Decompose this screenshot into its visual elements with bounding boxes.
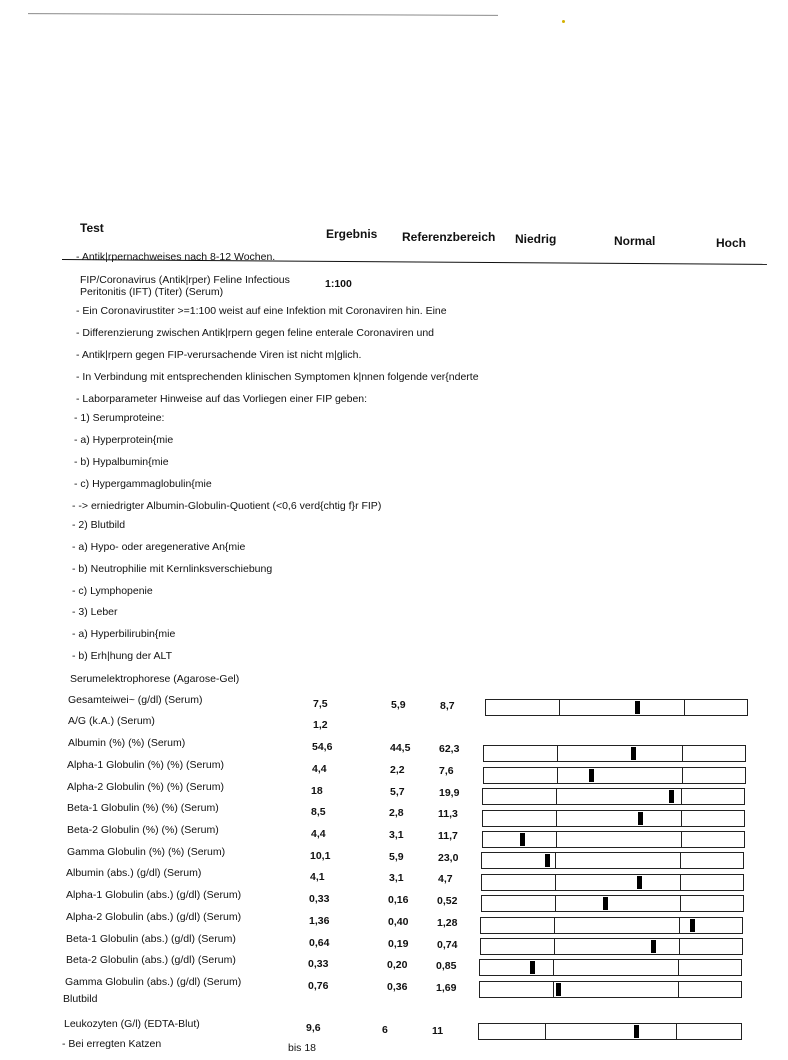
- row-result: 4,4: [312, 763, 327, 775]
- result-marker: [589, 769, 594, 782]
- range-bar: [483, 745, 746, 762]
- range-divider: [555, 853, 556, 868]
- leukocytes-result: 9,6: [306, 1022, 321, 1034]
- leukocytes-low: 6: [382, 1024, 388, 1036]
- note-line: - Laborparameter Hinweise auf das Vorliegen einer FIP geben:: [76, 393, 368, 405]
- excited-cats-label: - Bei erregten Katzen: [62, 1038, 162, 1050]
- note-line: - b) Hypalbumin{mie: [74, 456, 169, 468]
- result-marker: [651, 940, 656, 953]
- row-label: Alpha-2 Globulin (abs.) (g/dl) (Serum): [66, 911, 242, 923]
- note-line: - a) Hyperbilirubin{mie: [72, 628, 176, 640]
- result-marker: [520, 833, 525, 846]
- row-result: 4,1: [310, 871, 325, 883]
- excited-cats-value: bis 18: [288, 1042, 317, 1054]
- range-bar: [480, 917, 743, 934]
- header-result: Ergebnis: [326, 227, 378, 241]
- range-divider: [559, 700, 560, 715]
- row-reference-high: 11,7: [438, 830, 458, 842]
- row-reference-low: 0,16: [388, 894, 409, 906]
- range-divider: [555, 896, 556, 911]
- row-reference-low: 0,40: [388, 916, 409, 928]
- result-marker: [638, 812, 643, 825]
- result-marker: [635, 701, 640, 714]
- range-divider: [681, 789, 682, 804]
- row-reference-high: 23,0: [438, 852, 459, 864]
- row-reference-high: 0,52: [437, 895, 458, 907]
- note-line: - b) Neutrophilie mit Kernlinksverschiebung: [72, 563, 273, 575]
- note-line: - Antik|rpern gegen FIP-verursachende Viren ist nicht m|glich.: [76, 349, 362, 361]
- note-line: - -> erniedrigter Albumin-Globulin-Quotient (<0,6 verd{chtig f}r FIP): [72, 500, 382, 512]
- row-result: 0,33: [308, 958, 329, 970]
- row-label: Alpha-1 Globulin (abs.) (g/dl) (Serum): [66, 889, 242, 901]
- leukocytes-high: 11: [432, 1025, 444, 1037]
- range-divider: [680, 896, 681, 911]
- row-label: Gamma Globulin (%) (%) (Serum): [67, 846, 226, 858]
- range-divider: [680, 875, 681, 890]
- row-reference-low: 5,9: [389, 851, 404, 863]
- result-marker: [530, 961, 535, 974]
- range-divider: [680, 853, 681, 868]
- row-result: 10,1: [310, 850, 331, 862]
- row-label: Beta-2 Globulin (%) (%) (Serum): [67, 824, 219, 836]
- range-divider: [556, 811, 557, 826]
- result-marker: [690, 919, 695, 932]
- range-divider: [553, 960, 554, 975]
- range-divider: [545, 1024, 546, 1039]
- header-reference: Referenzbereich: [402, 230, 496, 244]
- result-marker: [669, 790, 674, 803]
- section-blood: Blutbild: [63, 993, 98, 1005]
- note-line: - a) Hypo- oder aregenerative An{mie: [72, 541, 246, 553]
- row-reference-high: 7,6: [439, 765, 454, 777]
- antibody-note: - Antik|rpernachweises nach 8-12 Wochen.: [76, 251, 276, 263]
- row-label: Beta-1 Globulin (%) (%) (Serum): [67, 802, 219, 814]
- result-marker: [556, 983, 561, 996]
- fip-label-line1: FIP/Coronavirus (Antik|rper) Feline Infectious: [80, 274, 290, 286]
- range-bar: [481, 895, 744, 912]
- row-reference-high: 8,7: [440, 700, 455, 712]
- header-test: Test: [80, 221, 104, 235]
- row-reference-high: 19,9: [439, 787, 460, 799]
- leukocytes-range-bar: [478, 1023, 742, 1040]
- header-low: Niedrig: [515, 232, 557, 246]
- row-reference-low: 0,20: [387, 959, 408, 971]
- row-result: 8,5: [311, 806, 326, 818]
- range-divider: [555, 875, 556, 890]
- row-reference-low: 5,7: [390, 786, 405, 798]
- row-label: A/G (k.A.) (Serum): [68, 715, 155, 727]
- note-line: - 2) Blutbild: [72, 519, 126, 531]
- range-divider: [682, 746, 683, 761]
- range-divider: [676, 1024, 677, 1039]
- range-divider: [678, 982, 679, 997]
- range-divider: [556, 789, 557, 804]
- range-bar: [479, 959, 742, 976]
- result-marker: [631, 747, 636, 760]
- row-reference-low: 44,5: [390, 742, 411, 754]
- header-normal: Normal: [614, 234, 656, 248]
- note-line: - Ein Coronavirustiter >=1:100 weist auf eine Infektion mit Coronaviren hin. Eine: [76, 305, 447, 317]
- row-result: 1,2: [313, 719, 328, 731]
- range-divider: [557, 768, 558, 783]
- row-label: Albumin (%) (%) (Serum): [68, 737, 186, 749]
- row-label: Beta-2 Globulin (abs.) (g/dl) (Serum): [66, 954, 236, 966]
- range-divider: [678, 960, 679, 975]
- row-reference-high: 11,3: [438, 808, 458, 820]
- range-bar: [482, 831, 745, 848]
- result-marker: [634, 1025, 639, 1038]
- row-label: Gamma Globulin (abs.) (g/dl) (Serum): [65, 976, 242, 988]
- range-divider: [681, 811, 682, 826]
- row-reference-high: 1,28: [437, 917, 458, 929]
- row-reference-low: 0,36: [387, 981, 408, 993]
- range-divider: [554, 918, 555, 933]
- range-bar: [481, 852, 744, 869]
- range-divider: [554, 939, 555, 954]
- header-high: Hoch: [716, 236, 746, 250]
- range-bar: [480, 938, 743, 955]
- fip-result: 1:100: [325, 278, 352, 290]
- row-reference-low: 2,8: [389, 807, 404, 819]
- range-bar: [479, 981, 742, 998]
- note-line: - 1) Serumproteine:: [74, 412, 165, 424]
- range-divider: [679, 918, 680, 933]
- row-reference-low: 3,1: [389, 872, 404, 884]
- row-result: 7,5: [313, 698, 328, 710]
- row-label: Beta-1 Globulin (abs.) (g/dl) (Serum): [66, 933, 236, 945]
- row-result: 4,4: [311, 828, 326, 840]
- note-line: - In Verbindung mit entsprechenden klinischen Symptomen k|nnen folgende ver{nderte: [76, 371, 479, 383]
- row-result: 54,6: [312, 741, 333, 753]
- scan-speck: [562, 20, 565, 23]
- result-marker: [603, 897, 608, 910]
- note-line: - a) Hyperprotein{mie: [74, 434, 174, 446]
- result-marker: [637, 876, 642, 889]
- row-label: Gesamteiwei~ (g/dl) (Serum): [68, 694, 203, 706]
- range-bar: [482, 810, 745, 827]
- row-label: Alpha-1 Globulin (%) (%) (Serum): [67, 759, 224, 771]
- note-line: - Differenzierung zwischen Antik|rpern gegen feline enterale Coronaviren und: [76, 327, 434, 339]
- row-label: Alpha-2 Globulin (%) (%) (Serum): [67, 781, 224, 793]
- range-bar: [481, 874, 744, 891]
- range-bar: [483, 767, 746, 784]
- range-bar: [485, 699, 748, 716]
- section-electrophoresis: Serumelektrophorese (Agarose-Gel): [70, 673, 240, 685]
- row-label: Albumin (abs.) (g/dl) (Serum): [66, 867, 202, 879]
- note-line: - 3) Leber: [72, 606, 118, 618]
- row-reference-low: 5,9: [391, 699, 406, 711]
- result-marker: [545, 854, 550, 867]
- range-divider: [553, 982, 554, 997]
- row-reference-low: 0,19: [388, 938, 409, 950]
- fip-label-line2: Peritonitis (IFT) (Titer) (Serum): [80, 286, 224, 298]
- range-divider: [681, 832, 682, 847]
- row-result: 18: [311, 785, 323, 797]
- row-reference-high: 0,85: [436, 960, 457, 972]
- range-divider: [556, 832, 557, 847]
- scan-top-line: [28, 13, 498, 16]
- row-result: 0,76: [308, 980, 329, 992]
- row-reference-high: 1,69: [436, 982, 457, 994]
- row-reference-high: 62,3: [439, 743, 460, 755]
- row-reference-high: 4,7: [438, 873, 453, 885]
- fip-label: [80, 274, 290, 298]
- range-divider: [684, 700, 685, 715]
- row-reference-low: 3,1: [389, 829, 404, 841]
- range-divider: [679, 939, 680, 954]
- note-line: - b) Erh|hung der ALT: [72, 650, 173, 662]
- row-reference-high: 0,74: [437, 939, 458, 951]
- range-divider: [557, 746, 558, 761]
- note-line: - c) Hypergammaglobulin{mie: [74, 478, 212, 490]
- row-result: 0,64: [309, 937, 330, 949]
- note-line: - c) Lymphopenie: [72, 585, 153, 597]
- row-result: 1,36: [309, 915, 330, 927]
- row-result: 0,33: [309, 893, 330, 905]
- leukocytes-label: Leukozyten (G/l) (EDTA-Blut): [64, 1018, 200, 1030]
- range-divider: [682, 768, 683, 783]
- range-bar: [482, 788, 745, 805]
- row-reference-low: 2,2: [390, 764, 405, 776]
